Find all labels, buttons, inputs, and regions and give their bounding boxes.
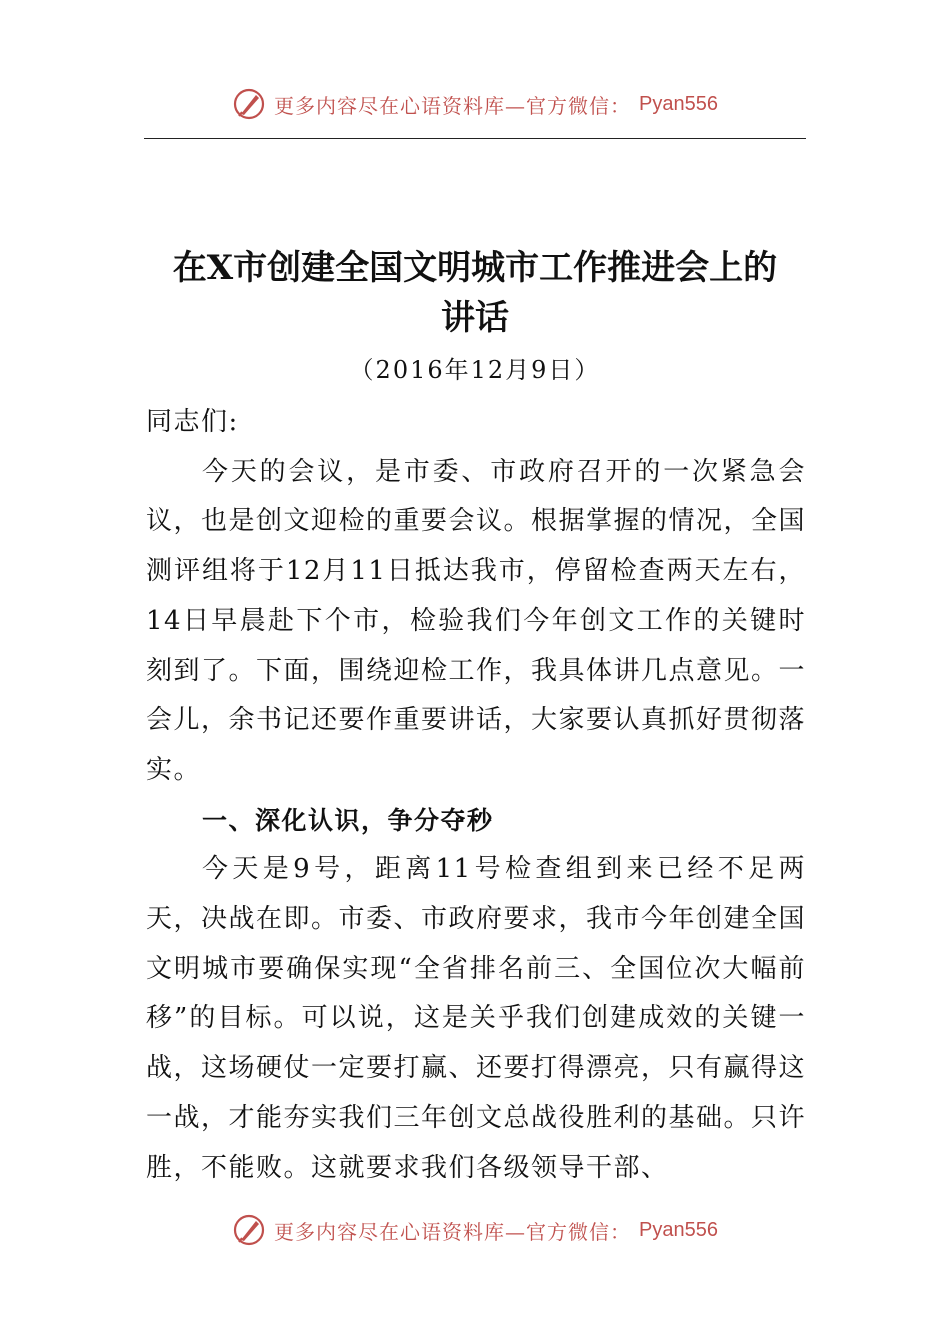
- document-title: [130, 243, 820, 343]
- quill-pen-logo-icon: [232, 1213, 266, 1247]
- watermark-wechat-id: Pyan556: [639, 92, 718, 115]
- quill-pen-logo-icon: [232, 87, 266, 121]
- watermark-wechat-id: Pyan556: [639, 1218, 718, 1241]
- document-body: [146, 398, 806, 1193]
- paragraph-1: 今天的会议，是市委、市政府召开的一次紧急会议，也是创文迎检的重要会议。根据掌握的情况，全国测评组将于12月11日抵达我市，停留检查两天左右，14日早晨赴下个市，检验我们今年创文工作的关键时刻到了。下面，围绕迎检工作，我具体讲几点意见。一会儿，余书记还要作重要讲话，大家要认真抓好贯彻落实。: [146, 456, 807, 785]
- salutation: 同志们:: [146, 407, 239, 437]
- footer-watermark: [0, 1210, 950, 1250]
- header-watermark: [0, 84, 950, 124]
- title-line-1: 在X市创建全国文明城市工作推进会上的: [172, 248, 778, 288]
- watermark-text: 更多内容尽在心语资料库—官方微信：: [274, 93, 632, 118]
- section-heading-1: 一、深化认识，争分夺秒: [202, 805, 494, 835]
- watermark-text: 更多内容尽在心语资料库—官方微信：: [274, 1219, 632, 1244]
- document-date: （2016年12月9日）: [349, 356, 601, 384]
- header-divider: [144, 138, 806, 139]
- paragraph-2: 今天是9号，距离11号检查组到来已经不足两天，决战在即。市委、市政府要求，我市今年创建全国文明城市要确保实现“全省排名前三、全国位次大幅前移”的目标。可以说，这是关乎我们创建成效的关键一战，这场硬仗一定要打赢、还要打得漂亮，只有赢得这一战，才能夯实我们三年创文总战役胜利的基础。只许胜，不能败。这就要求我们各级领导干部、: [146, 854, 807, 1183]
- title-line-2: 讲话: [441, 298, 509, 338]
